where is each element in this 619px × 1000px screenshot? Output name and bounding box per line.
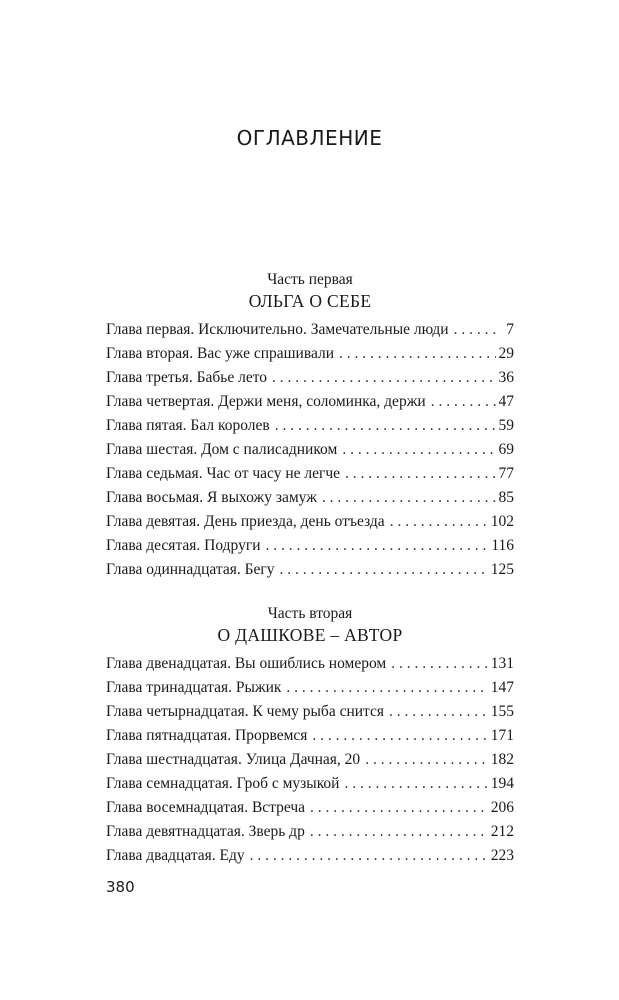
entry-page: 212 — [490, 823, 514, 840]
entry-page: 223 — [490, 847, 514, 864]
entry-title: Глава четвертая. Держи меня, соломинка, держи — [106, 393, 426, 410]
entry-page: 102 — [490, 513, 514, 530]
entry-title: Глава вторая. Вас уже спрашивали — [106, 345, 335, 362]
toc-entry — [106, 844, 514, 868]
dot-leader — [342, 438, 495, 462]
toc-entry — [106, 772, 514, 796]
entry-title: Глава первая. Исключительно. Замечательные люди — [106, 321, 449, 338]
entry-title: Глава третья. Бабье лето — [106, 369, 268, 386]
entry-page: 7 — [506, 321, 514, 338]
dot-leader — [389, 700, 488, 724]
entry-title: Глава шестнадцатая. Улица Дачная, 20 — [106, 751, 361, 768]
toc-entry — [106, 652, 514, 676]
dot-leader — [310, 820, 488, 844]
entry-title: Глава восьмая. Я выхожу замуж — [106, 489, 317, 506]
toc-entry — [106, 438, 514, 462]
toc-entries — [106, 652, 514, 868]
dot-leader — [390, 510, 488, 534]
toc-part-1 — [106, 270, 514, 582]
toc-entry — [106, 390, 514, 414]
toc-entry — [106, 558, 514, 582]
page-number: 380 — [106, 878, 135, 896]
entry-title: Глава седьмая. Час от часу не легче — [106, 465, 341, 482]
dot-leader — [344, 772, 487, 796]
entry-title: Глава двенадцатая. Вы ошиблись номером — [106, 655, 387, 672]
toc-entries — [106, 318, 514, 582]
dot-leader — [431, 390, 496, 414]
toc-entry — [106, 724, 514, 748]
entry-title: Глава девятая. День приезда, день отъезда — [106, 513, 385, 530]
dot-leader — [266, 534, 489, 558]
dot-leader — [454, 318, 497, 342]
dot-leader — [310, 796, 488, 820]
entry-page: 59 — [498, 417, 514, 434]
toc-entry — [106, 820, 514, 844]
entry-page: 116 — [491, 537, 514, 554]
dot-leader — [345, 462, 495, 486]
entry-title: Глава пятнадцатая. Прорвемся — [106, 727, 308, 744]
entry-title: Глава десятая. Подруги — [106, 537, 261, 554]
toc-entry — [106, 676, 514, 700]
entry-title: Глава восемнадцатая. Встреча — [106, 799, 306, 816]
entry-page: 194 — [490, 775, 514, 792]
entry-page: 47 — [498, 393, 514, 410]
toc-entry — [106, 510, 514, 534]
toc-part-2 — [106, 604, 514, 868]
toc-entry — [106, 700, 514, 724]
entry-page: 147 — [490, 679, 514, 696]
entry-page: 77 — [498, 465, 514, 482]
part-title: О ДАШКОВЕ – АВТОР — [217, 625, 403, 645]
entry-page: 69 — [498, 441, 514, 458]
part-label: Часть вторая — [267, 605, 353, 622]
toc-entry — [106, 462, 514, 486]
dot-leader — [339, 342, 495, 366]
dot-leader — [280, 558, 488, 582]
dot-leader — [275, 414, 496, 438]
entry-title: Глава девятнадцатая. Зверь др — [106, 823, 305, 840]
entry-title: Глава пятая. Бал королев — [106, 417, 270, 434]
entry-title: Глава двадцатая. Еду — [106, 847, 245, 864]
entry-title: Глава шестая. Дом с палисадником — [106, 441, 338, 458]
toc-entry — [106, 414, 514, 438]
dot-leader — [391, 652, 488, 676]
dot-leader — [272, 366, 495, 390]
toc-entry — [106, 748, 514, 772]
entry-title: Глава семнадцатая. Гроб с музыкой — [106, 775, 340, 792]
entry-title: Глава четырнадцатая. К чему рыба снится — [106, 703, 385, 720]
entry-page: 125 — [490, 561, 514, 578]
dot-leader — [286, 676, 487, 700]
dot-leader — [250, 844, 488, 868]
entry-page: 36 — [498, 369, 514, 386]
toc-entry — [106, 796, 514, 820]
dot-leader — [322, 486, 496, 510]
entry-page: 29 — [498, 345, 514, 362]
entry-page: 131 — [490, 655, 514, 672]
entry-page: 171 — [490, 727, 514, 744]
toc-entry — [106, 534, 514, 558]
toc-entry — [106, 342, 514, 366]
toc-entry — [106, 366, 514, 390]
entry-page: 206 — [490, 799, 514, 816]
entry-title: Глава тринадцатая. Рыжик — [106, 679, 282, 696]
entry-page: 155 — [490, 703, 514, 720]
part-header — [106, 604, 514, 646]
entry-title: Глава одиннадцатая. Бегу — [106, 561, 275, 578]
page-title: ОГЛАВЛЕНИЕ — [236, 126, 383, 150]
dot-leader — [312, 724, 487, 748]
entry-page: 182 — [490, 751, 514, 768]
part-title: ОЛЬГА О СЕБЕ — [248, 291, 372, 311]
part-label: Часть первая — [267, 271, 353, 288]
entry-page: 85 — [498, 489, 514, 506]
part-header — [106, 270, 514, 312]
dot-leader — [365, 748, 488, 772]
toc-entry — [106, 318, 514, 342]
toc-entry — [106, 486, 514, 510]
